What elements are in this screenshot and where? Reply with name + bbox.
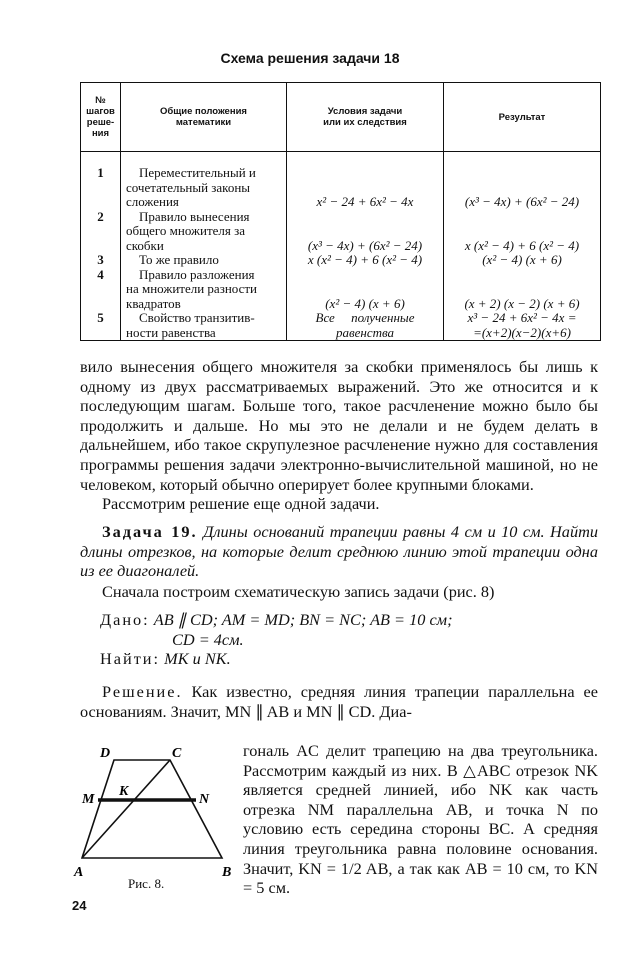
results-cell: (x³ − 4x) + (6x² − 24) x (x² − 4) + 6 (x² − 4) (x² − 4) (x + 6) (x + 2) (x − 2) (x + 6) x³ − 24 + 6x² − 4x = =(x+2)(x−2)(x+6): [444, 152, 601, 341]
given-label: Дано:: [100, 610, 150, 629]
conditions-cell: x² − 24 + 6x² − 4x (x³ − 4x) + (6x² − 24) x (x² − 4) + 6 (x² − 4) (x² − 4) (x + 6) Все полученные равенства: [287, 152, 444, 341]
trapezoid-figure: [72, 740, 242, 890]
solution-body: гональ AC делит трапецию на два треугольника. Рассмотрим каждый из них. В △ABC отрезок NK является средней линией, ибо NK как часть отрезка NM параллельна AB, и точка N по условию есть середина стороны BC. А средняя линия треугольника равна половине основания. Значит, KN = 1/2 AB, а так как AB = 10 см, то KN = 5 см.: [243, 741, 598, 898]
find-value: MK и NK.: [164, 649, 231, 669]
table-body-row: [81, 152, 601, 341]
header-condition: Условия задачи или их следствия: [287, 83, 444, 152]
diagonal-ac: [82, 760, 170, 858]
table-header-row: [81, 83, 601, 152]
header-result: Результат: [444, 83, 601, 152]
paragraph-decomposition: вило вынесения общего множителя за скобки применялось бы лишь к одному из двух рассматриваемых выражений. Это же относится и к последующим шагам. Больше того, такое расчленение можно было бы продолжить и дальше. Но мы это не делали и не будем делать в дальнейшем, ибо такое скрупулезное расчленение нужно для составления программы решения задачи электронно-вычислительной машиной, но не человеком, который обычно оперирует более крупными блоками.: [80, 357, 598, 494]
solution-scheme-table: [80, 82, 601, 341]
label-m: M: [82, 792, 95, 807]
paragraph-schematic: Сначала построим схематическую запись задачи (рис. 8): [102, 582, 495, 601]
given-block: [100, 610, 600, 669]
label-d: D: [100, 746, 111, 761]
label-k: K: [119, 784, 129, 799]
header-step: № шагов реше- ния: [81, 83, 121, 152]
solution-lead: Как известно, средняя линия трапеции параллельна ее основаниям. Значит, MN ∥ AB и MN ∥ CD. Диа-: [80, 682, 598, 721]
task-statement: Длины оснований трапеции равны 4 см и 10 см. Найти длины отрезков, на которые делит среднюю линию этой трапеции одна из ее диагоналей.: [80, 522, 598, 581]
figure-caption: Рис. 8.: [128, 876, 165, 891]
trapezoid-shape: [82, 760, 222, 858]
label-a: A: [74, 865, 84, 880]
solution-label: Решение.: [102, 682, 183, 701]
label-b: B: [222, 865, 232, 880]
solution-head: [80, 682, 598, 721]
label-n: N: [199, 792, 210, 807]
given-line-1: AB ∥ CD; AM = MD; BN = NC; AB = 10 см;: [153, 610, 453, 629]
task-19: [80, 522, 598, 581]
given-line-2: CD = 4см.: [172, 629, 244, 649]
header-property: Общие положения математики: [121, 83, 287, 152]
page-number: 24: [72, 898, 87, 913]
properties-cell: Переместительный и сочетательный законы сложения Правило вынесения общего множителя за скобки То же правило Правило разложения на множители разности квадратов Свойство транзитив- ности равенства: [121, 152, 287, 341]
page-title: Схема решения задачи 18: [220, 50, 400, 66]
steps-cell: 1 2 3 4 5: [81, 152, 121, 341]
paragraph-next-task: Рассмотрим решение еще одной задачи.: [102, 494, 380, 513]
find-label: Найти:: [100, 649, 161, 669]
task-label: Задача 19.: [102, 522, 198, 541]
label-c: C: [172, 746, 182, 761]
